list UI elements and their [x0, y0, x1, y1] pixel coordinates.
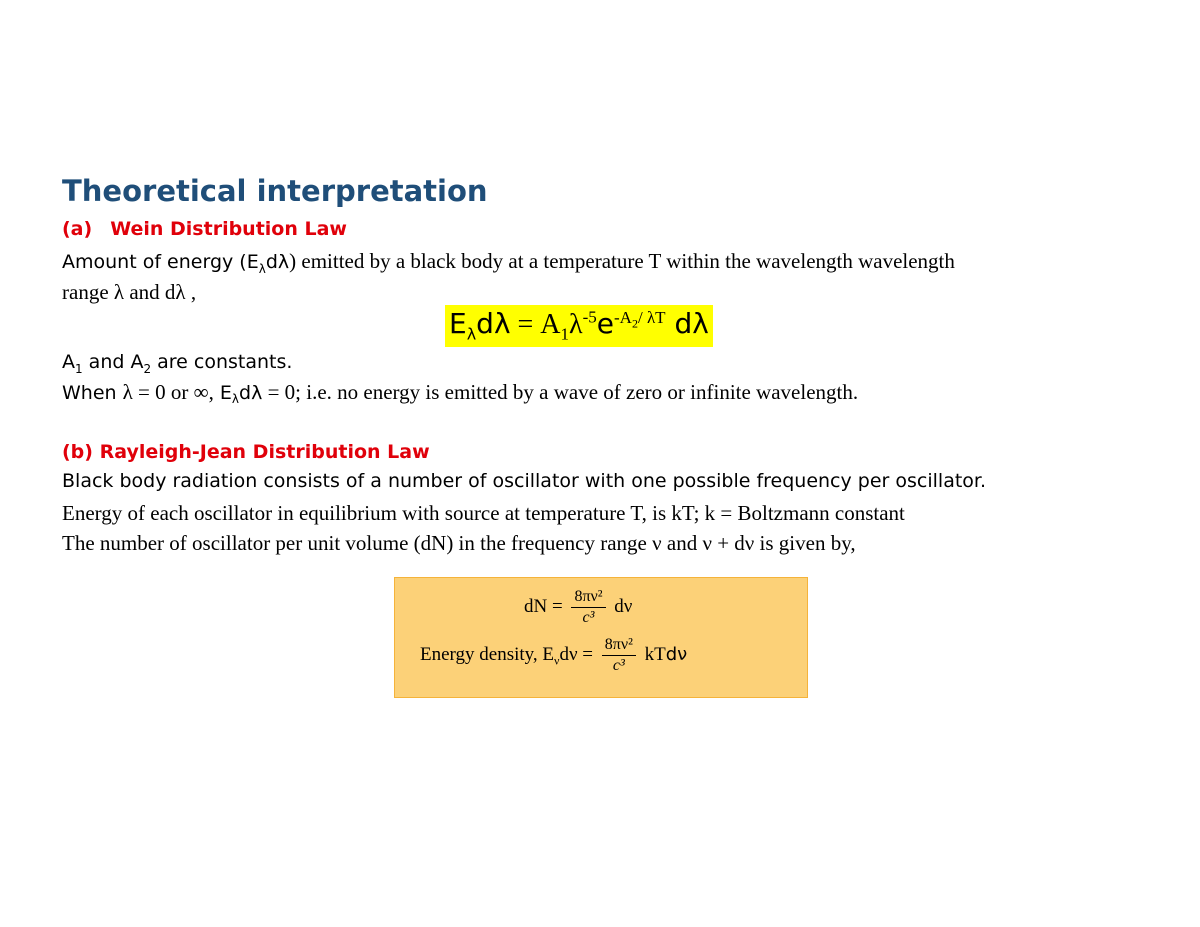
section-b-heading: (b) Rayleigh-Jean Distribution Law — [62, 441, 430, 463]
section-b-line1: Black body radiation consists of a number of oscillator with one possible frequency per oscillator. — [62, 470, 987, 492]
constants-line: $A_1$ and $A_2$ are constants. — [62, 351, 293, 376]
section-a-line1: Amount of energy $(E_\lambda d\lambda)$ emitted by a black body at a temperature T within the wavelength wavelength — [62, 249, 955, 276]
wien-equation: $E_\lambda d\lambda = A_1\lambda^{-5}e^{-A_2/ \lambda T}$ dλ — [445, 305, 713, 347]
dn-fraction: $\frac{\text{8πν²}}{\text{c³}}$ — [571, 588, 605, 627]
energy-density-fraction: $\frac{\text{8πν²}}{\text{c³}}$ — [602, 636, 636, 675]
section-b-line3: The number of oscillator per unit volume (dN) in the frequency range ν and ν + dν is given by, — [62, 531, 856, 555]
section-a-label: (a) — [62, 218, 93, 240]
section-a-heading — [62, 218, 347, 240]
section-b-line2: Energy of each oscillator in equilibrium with source at temperature T, is kT; k = Boltzmann constant — [62, 501, 905, 525]
section-a-title: Wein Distribution Law — [110, 218, 347, 240]
section-a-line2: range λ and dλ , — [62, 280, 197, 304]
page-title: Theoretical interpretation — [62, 174, 488, 208]
when-line: When λ = 0 or ∞, $E_\lambda d\lambda = 0$; i.e. no energy is emitted by a wave of zero or infinite wavelength. — [62, 380, 859, 407]
rayleigh-jeans-formula-box — [394, 577, 808, 698]
dn-formula: dN = $\frac{\text{8πν²}}{\text{c³}}$ dν — [524, 588, 633, 626]
energy-density-formula: Energy density, $E_\nu d\nu$ = $\frac{\text{8πν²}}{\text{c³}}$ kTdν — [420, 636, 688, 674]
